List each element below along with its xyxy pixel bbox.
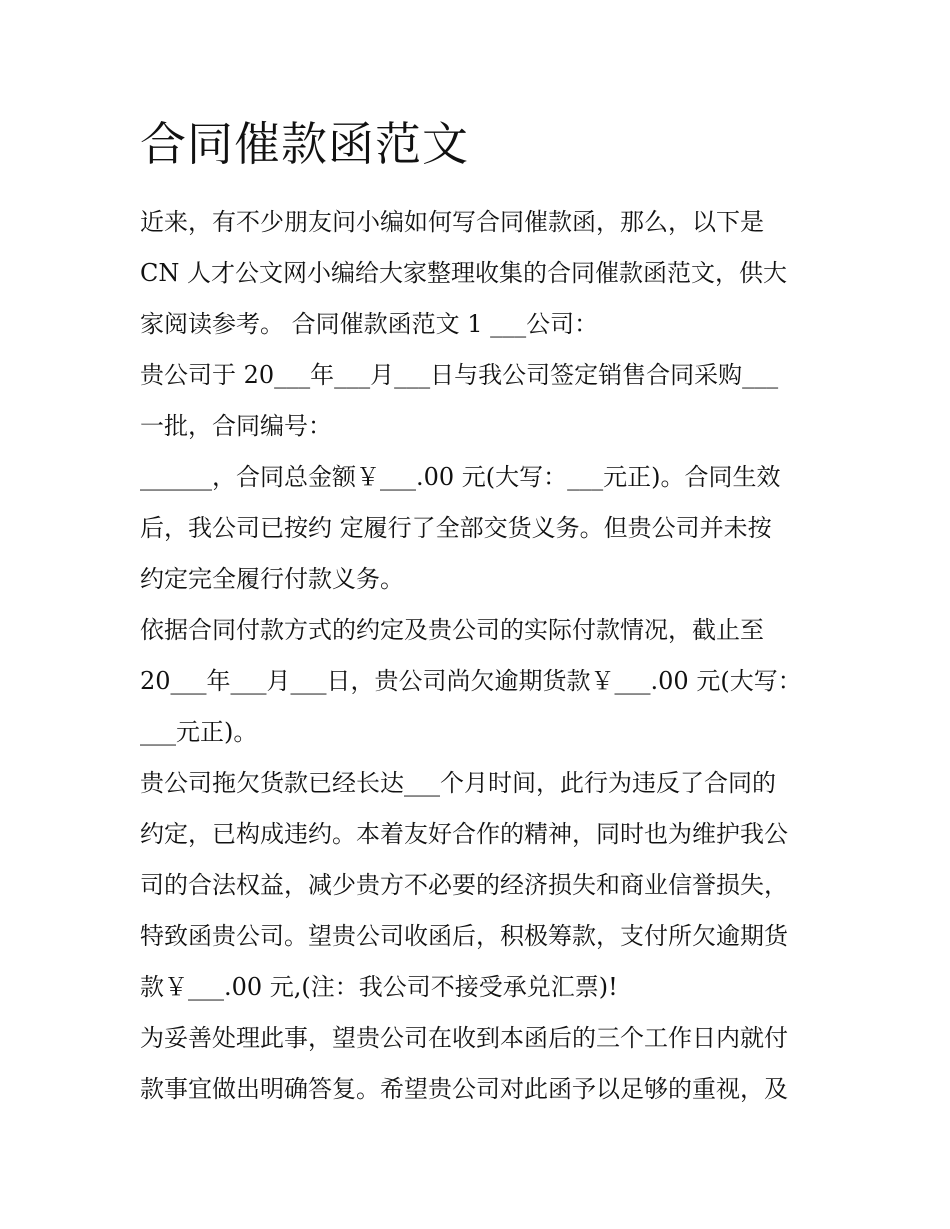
body-line: 依据合同付款方式的约定及贵公司的实际付款情况，截止至 <box>140 616 764 644</box>
body-line: 款￥___.00 元,(注：我公司不接受承兑汇票)! <box>140 973 618 1001</box>
body-line: ___元正)。 <box>140 718 258 746</box>
body-line: ______，合同总金额￥___.00 元(大写：___元正)。合同生效 <box>140 463 781 491</box>
body-line: 贵公司于 20___年___月___日与我公司签定销售合同采购___ <box>140 361 779 389</box>
body-line: 司的合法权益，减少贵方不必要的经济损失和商业信誉损失， <box>140 871 788 899</box>
body-line: 近来，有不少朋友问小编如何写合同催款函，那么，以下是 <box>140 208 764 236</box>
body-line: 20___年___月___日，贵公司尚欠逾期货款￥___.00 元(大写： <box>140 667 802 695</box>
body-line: 约定，已构成违约。本着友好合作的精神，同时也为维护我公 <box>140 820 788 848</box>
body-line: 款事宜做出明确答复。希望贵公司对此函予以足够的重视，及 <box>140 1075 788 1103</box>
body-line: 一批，合同编号： <box>140 412 332 440</box>
body-line: 后，我公司已按约 定履行了全部交货义务。但贵公司并未按 <box>140 514 772 542</box>
body-line: CN 人才公文网小编给大家整理收集的合同催款函范文，供大 <box>140 259 787 287</box>
body-line: 贵公司拖欠货款已经长达___个月时间，此行为违反了合同的 <box>140 769 776 797</box>
body-line: 约定完全履行付款义务。 <box>140 565 404 593</box>
body-line: 特致函贵公司。望贵公司收函后，积极筹款，支付所欠逾期货 <box>140 922 788 950</box>
document-title: 合同催款函范文 <box>140 117 469 171</box>
body-line: 家阅读参考。 合同催款函范文 1 ___公司： <box>140 310 599 338</box>
body-line: 为妥善处理此事，望贵公司在收到本函后的三个工作日内就付 <box>140 1024 788 1052</box>
